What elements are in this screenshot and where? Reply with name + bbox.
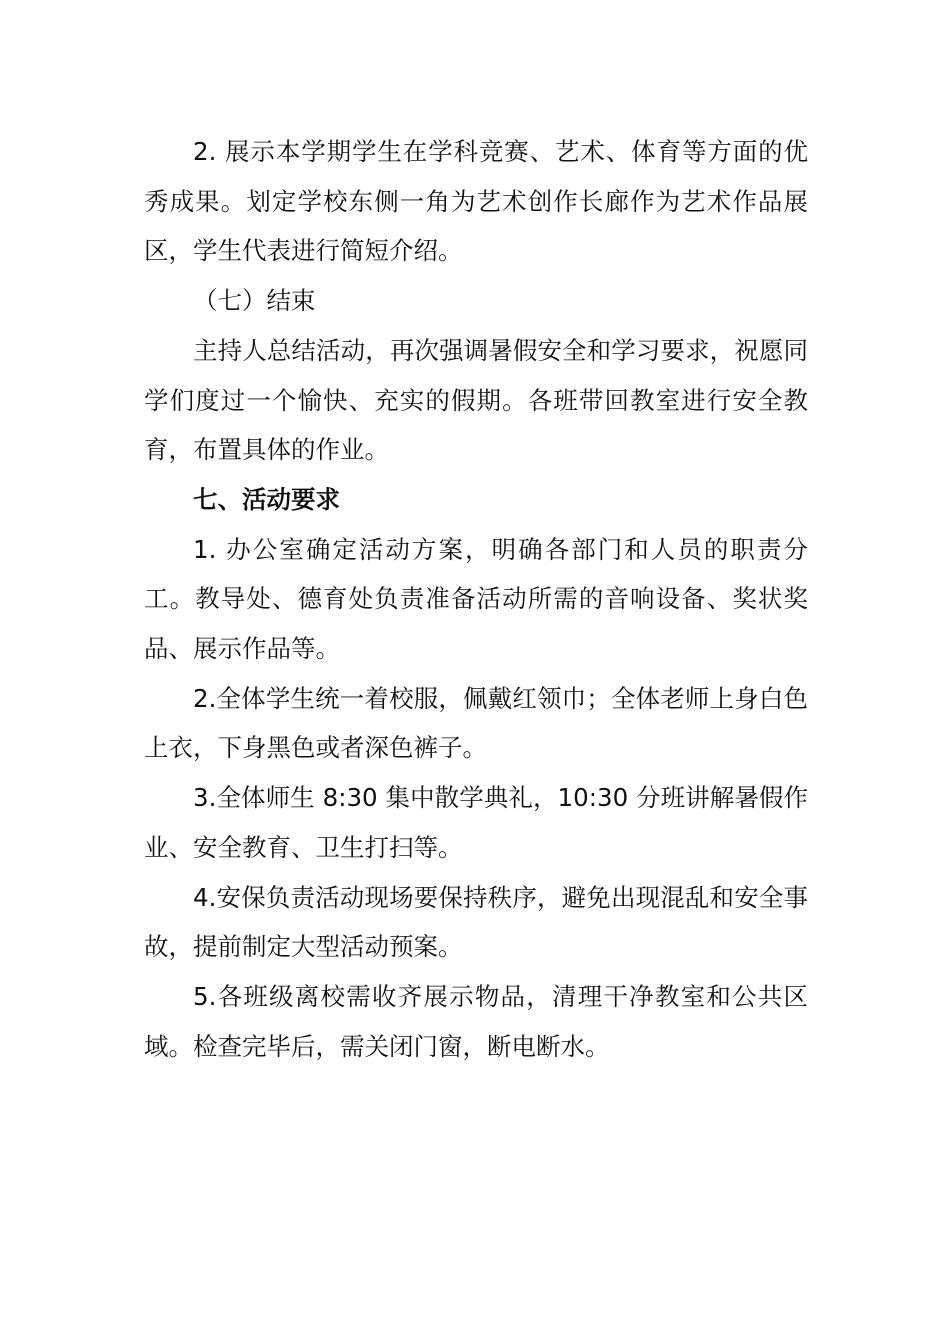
requirement-item-3: 3.全体师生 8:30 集中散学典礼，10:30 分班讲解暑假作业、安全教育、卫生打扫等。 [144, 783, 808, 862]
requirement-item-5: 5.各班级离校需收齐展示物品，清理干净教室和公共区域。检查完毕后，需关闭门窗，断电断水。 [144, 981, 808, 1061]
requirement-item-1: 1. 办公室确定活动方案，明确各部门和人员的职责分工。教导处、德育处负责准备活动所需的音响设备、奖状奖品、展示作品等。 [144, 534, 808, 664]
section-heading-activity-requirements: 七、活动要求 [193, 484, 340, 514]
paragraph-host-summary: 主持人总结活动，再次强调暑假安全和学习要求，祝愿同学们度过一个愉快、充实的假期。各班带回教室进行安全教育，布置具体的作业。 [144, 335, 808, 465]
document-body [144, 127, 808, 1071]
paragraph-item-2-showcase: 2. 展示本学期学生在学科竞赛、艺术、体育等方面的优秀成果。划定学校东侧一角为艺术创作长廊作为艺术作品展区，学生代表进行简短介绍。 [144, 137, 808, 266]
requirement-item-4: 4.安保负责活动现场要保持秩序，避免出现混乱和安全事故，提前制定大型活动预案。 [144, 882, 808, 962]
section-heading-ending: （七）结束 [193, 286, 316, 316]
requirement-item-2: 2.全体学生统一着校服，佩戴红领巾；全体老师上身白色上衣，下身黑色或者深色裤子。 [144, 683, 808, 763]
